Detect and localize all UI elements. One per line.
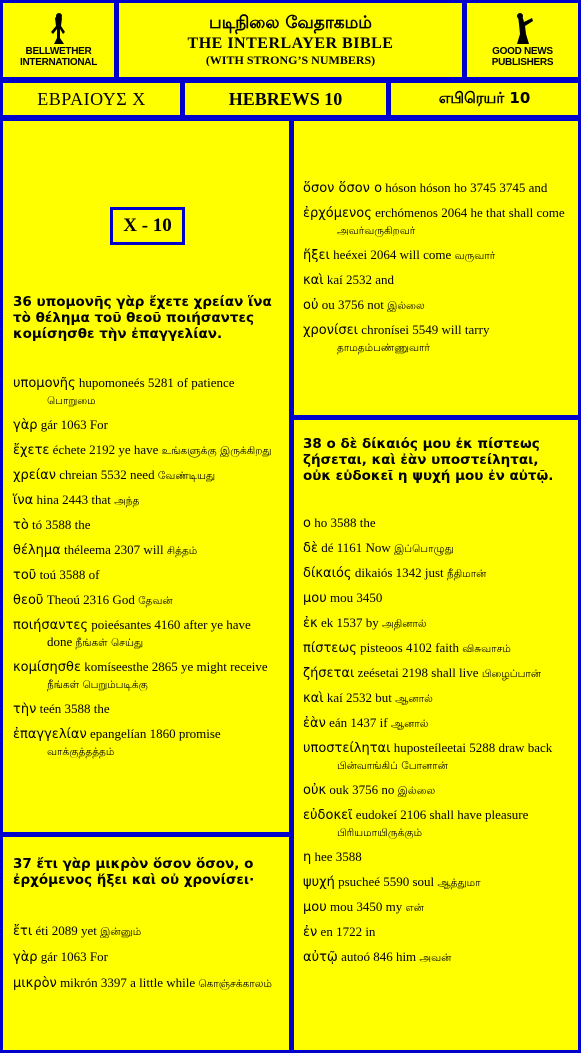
greek-word: χρείαν — [13, 468, 57, 483]
word-entry — [303, 205, 569, 239]
word-entry — [303, 180, 569, 197]
word-entry — [303, 740, 569, 774]
greek-word: τὴν — [13, 702, 37, 717]
word-info: mou 3450 my — [330, 899, 403, 914]
word-entry — [13, 517, 279, 534]
tamil-gloss: வாக்குத்தத்தம் — [47, 746, 115, 758]
greek-word: εὐδοκεῖ — [303, 808, 353, 823]
page-subtitle: (WITH STRONG’S NUMBERS) — [205, 53, 376, 67]
word-entry — [303, 807, 569, 841]
word-entry — [303, 615, 569, 632]
word-info: gár 1063 For — [40, 417, 108, 432]
tamil-gloss: இல்லை — [397, 785, 436, 797]
word-entry — [13, 417, 279, 434]
tamil-gloss: அவன் — [419, 952, 452, 964]
word-entry — [303, 515, 569, 532]
verse-37-word-list-right — [303, 180, 569, 364]
greek-word: ἐν — [303, 925, 318, 940]
greek-word: μικρὸν — [13, 976, 57, 991]
bellwether-logo — [0, 0, 117, 80]
word-info: Theoú 2316 God — [46, 592, 135, 607]
word-info: kaí 2532 and — [326, 272, 395, 287]
word-entry — [13, 567, 279, 584]
tamil-gloss: விசுவாசம் — [462, 643, 511, 655]
word-info: échete 2192 ye have — [52, 442, 159, 457]
word-entry — [13, 949, 279, 966]
verse-37-text: 37 ἔτι γὰρ μικρὸν ὅσον ὅσον, ο ἐρχόμενος ἥξει καὶ οὐ χρονίσει· — [13, 856, 255, 888]
word-info: heéxei 2064 will come — [333, 247, 452, 262]
greek-word: ἵνα — [13, 493, 34, 508]
book-greek-header: ΕΒΡΑΙΟΥΣ X — [0, 80, 183, 118]
word-entry — [303, 247, 569, 264]
word-entry — [303, 949, 569, 966]
word-info: eudokeí 2106 shall have pleasure — [355, 807, 529, 822]
word-entry — [13, 542, 279, 559]
word-entry — [13, 923, 279, 940]
tamil-gloss: அவர்வருகிறவர் — [337, 225, 416, 237]
tamil-gloss: கொஞ்சக்காலம் — [198, 978, 272, 990]
verse-36-word-list — [13, 375, 279, 768]
word-entry — [303, 565, 569, 582]
word-info: komíseesthe 2865 ye might receive — [84, 659, 268, 674]
word-info: ou 3756 not — [321, 297, 384, 312]
word-info: hina 2443 that — [36, 492, 111, 507]
word-info: mikrón 3397 a little while — [60, 975, 196, 990]
word-entry — [13, 701, 279, 718]
word-entry — [13, 592, 279, 609]
word-info: dé 1161 Now — [321, 540, 391, 555]
word-info: hee 3588 — [314, 849, 362, 864]
greek-word: ο — [303, 516, 311, 531]
word-info: ouk 3756 no — [329, 782, 395, 797]
tamil-gloss: நீங்கள் செய்து — [75, 637, 144, 649]
word-entry — [303, 272, 569, 289]
tamil-gloss: பிழைப்பான் — [481, 668, 542, 680]
tamil-gloss: ஆனால் — [395, 693, 433, 705]
greek-word: υπομονῆς — [13, 376, 76, 391]
word-info: chronísei 5549 will tarry — [361, 322, 490, 337]
tamil-gloss: நீதிமான் — [446, 568, 487, 580]
word-info: gár 1063 For — [40, 949, 108, 964]
tamil-gloss: பிரியமாயிருக்கும் — [337, 827, 423, 839]
greek-word: πίστεως — [303, 641, 357, 656]
word-info: huposteíleetai 5288 draw back — [393, 740, 553, 755]
greek-word: οὐ — [303, 298, 319, 313]
word-entry — [13, 726, 279, 760]
word-info: dikaiós 1342 just — [354, 565, 444, 580]
verse-38-panel — [291, 417, 581, 1053]
tamil-gloss: நீங்கள் பெறும்படிக்கு — [47, 679, 148, 691]
word-entry — [303, 849, 569, 866]
word-entry — [303, 782, 569, 799]
word-entry — [13, 442, 279, 459]
greek-word: θέλημα — [13, 543, 61, 558]
word-info: psucheé 5590 soul — [338, 874, 435, 889]
word-info: hóson hóson ho 3745 3745 and — [385, 180, 548, 195]
word-entry — [303, 874, 569, 891]
greek-word: δίκαιός — [303, 566, 352, 581]
greek-word: τοῦ — [13, 568, 37, 583]
greek-word: ἐρχόμενος — [303, 206, 372, 221]
word-info: hupomoneés 5281 of patience — [78, 375, 235, 390]
word-info: epangelían 1860 promise — [90, 726, 221, 741]
verse-36-text: 36 υπομονῆς γὰρ ἔχετε χρείαν ἵνα τὸ θέλημα τοῦ θεοῦ ποιήσαντες κομίσησθε τὴν ἐπαγγελίαν. — [13, 294, 272, 342]
word-entry — [13, 492, 279, 509]
tamil-gloss: இன்னும் — [100, 926, 142, 938]
trumpet-figure-icon — [510, 12, 536, 46]
goodnews-logo — [464, 0, 581, 80]
word-entry — [13, 659, 279, 693]
greek-word: η — [303, 850, 312, 865]
word-info: autoó 846 him — [341, 949, 417, 964]
word-info: ek 1537 by — [320, 615, 379, 630]
word-info: tó 3588 the — [32, 517, 91, 532]
word-entry — [303, 899, 569, 916]
word-entry — [303, 297, 569, 314]
tamil-gloss: அதினால் — [381, 618, 427, 630]
word-entry — [303, 540, 569, 557]
title-block — [116, 0, 465, 80]
word-info: teén 3588 the — [39, 701, 110, 716]
tamil-gloss: தேவன் — [138, 595, 173, 607]
bellwether-logo-line1: BELLWETHER — [25, 46, 92, 57]
word-entry — [13, 375, 279, 409]
tamil-gloss: உங்களுக்கு இருக்கிறது — [161, 445, 272, 457]
greek-word: ψυχή — [303, 875, 335, 890]
greek-word: μου — [303, 591, 327, 606]
word-info: pisteoos 4102 faith — [360, 640, 460, 655]
greek-word: χρονίσει — [303, 323, 359, 338]
word-info: éti 2089 yet — [35, 923, 97, 938]
book-english-header: HEBREWS 10 — [182, 80, 389, 118]
greek-word: οὐκ — [303, 783, 327, 798]
verse-37-word-list-left — [13, 923, 279, 1001]
tamil-gloss: ஆனால் — [390, 718, 429, 730]
tamil-gloss: இல்லை — [387, 300, 425, 312]
chapter-label: X - 10 — [110, 207, 185, 245]
tamil-gloss: ஆத்துமா — [437, 877, 481, 889]
greek-word: ἐκ — [303, 616, 318, 631]
tamil-gloss: சித்தம் — [166, 545, 198, 557]
word-entry — [303, 924, 569, 941]
word-info: kaí 2532 but — [326, 690, 392, 705]
bell-ringer-icon — [46, 12, 72, 46]
greek-word: ἔτι — [13, 924, 33, 939]
goodnews-logo-line1: GOOD NEWS — [492, 46, 553, 57]
word-entry — [303, 690, 569, 707]
greek-word: ὅσον ὅσον ο — [303, 181, 383, 196]
greek-word: κομίσησθε — [13, 660, 81, 675]
word-info: toú 3588 of — [39, 567, 100, 582]
greek-word: υποστείληται — [303, 741, 391, 756]
greek-word: ἔχετε — [13, 443, 50, 458]
goodnews-logo-line2: PUBLISHERS — [491, 57, 554, 68]
bellwether-logo-line2: INTERNATIONAL — [19, 57, 98, 68]
greek-word: ποιήσαντες — [13, 618, 88, 633]
word-info: chreian 5532 need — [59, 467, 155, 482]
tamil-gloss: தாமதம்பண்ணுவார் — [337, 342, 430, 354]
greek-word: καὶ — [303, 273, 324, 288]
verse-37-panel — [0, 834, 292, 1053]
tamil-gloss: பின்வாங்கிப் போனான் — [337, 760, 448, 772]
verse-37-continued-panel — [291, 118, 581, 418]
greek-word: θεοῦ — [13, 593, 44, 608]
word-entry — [13, 617, 279, 651]
greek-word: αὐτῷ — [303, 950, 338, 965]
greek-word: μου — [303, 900, 327, 915]
word-info: eán 1437 if — [329, 715, 388, 730]
word-info: zeésetai 2198 shall live — [357, 665, 479, 680]
greek-word: ἐὰν — [303, 716, 326, 731]
word-info: erchómenos 2064 he that shall come — [375, 205, 565, 220]
tamil-gloss: இப்பொழுது — [394, 543, 454, 555]
verse-36-panel — [0, 118, 292, 835]
word-entry — [13, 467, 279, 484]
tamil-gloss: வேண்டியது — [157, 470, 216, 482]
book-tamil-header: எபிரெயர் 10 — [388, 80, 581, 118]
word-info: poieésantes 4160 after ye have done — [47, 617, 251, 649]
verse-38-word-list — [303, 515, 569, 974]
tamil-gloss: அந்த — [114, 495, 140, 507]
word-info: en 1722 in — [320, 924, 376, 939]
word-entry — [303, 640, 569, 657]
greek-word: γὰρ — [13, 418, 38, 433]
word-entry — [303, 715, 569, 732]
tamil-gloss: பொறுமை — [47, 395, 96, 407]
verse-38-text: 38 ο δὲ δίκαιός μου ἐκ πίστεως ζήσεται, καὶ ἐὰν υποστείληται, οὐκ εὐδοκεῖ η ψυχή μου ἐν αὐτῷ. — [303, 436, 554, 484]
word-entry — [13, 975, 279, 992]
word-entry — [303, 665, 569, 682]
greek-word: ἥξει — [303, 248, 330, 263]
word-info: théleema 2307 will — [64, 542, 164, 557]
tamil-gloss: என் — [405, 902, 424, 914]
word-entry — [303, 322, 569, 356]
greek-word: γὰρ — [13, 950, 38, 965]
word-info: mou 3450 — [330, 590, 383, 605]
title-tamil: படிநிலை வேதாகமம் — [209, 13, 372, 33]
greek-word: ἐπαγγελίαν — [13, 727, 87, 742]
page-title: THE INTERLAYER BIBLE — [187, 35, 394, 52]
word-info: ho 3588 the — [314, 515, 376, 530]
word-entry — [303, 590, 569, 607]
greek-word: τὸ — [13, 518, 29, 533]
greek-word: δὲ — [303, 541, 318, 556]
greek-word: καὶ — [303, 691, 324, 706]
greek-word: ζήσεται — [303, 666, 355, 681]
tamil-gloss: வருவார் — [454, 250, 496, 262]
